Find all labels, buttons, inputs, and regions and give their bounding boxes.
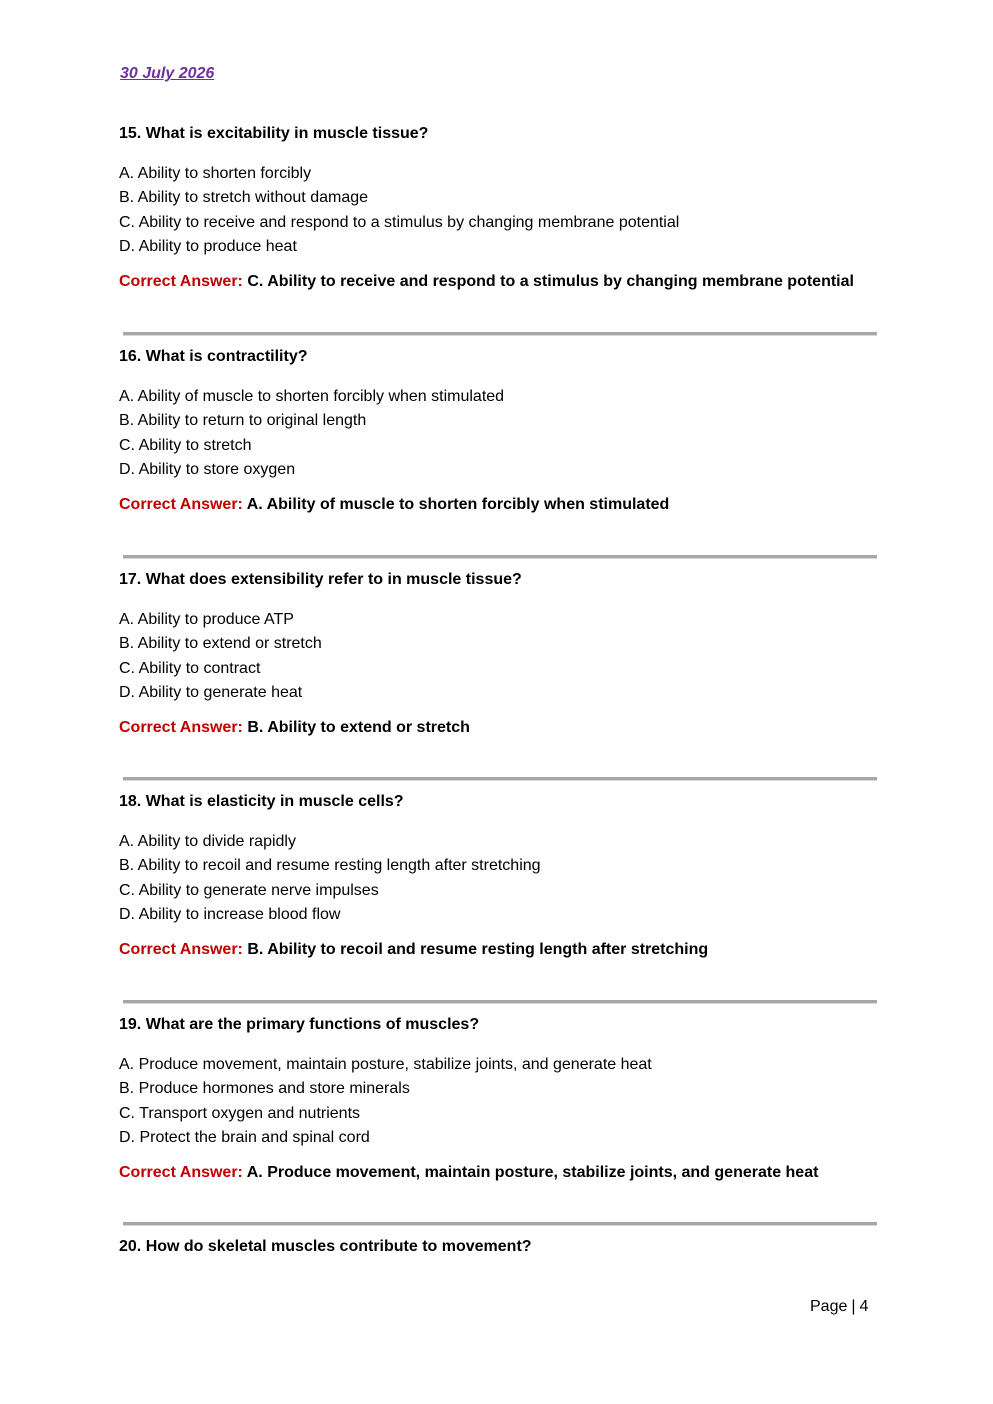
correct-answer-label: Correct Answer:	[119, 1163, 243, 1181]
correct-answer-label: Correct Answer:	[119, 718, 243, 736]
options-list	[119, 608, 879, 706]
option-c: C. Ability to generate nerve impulses	[119, 881, 379, 899]
option-a: A. Produce movement, maintain posture, stabilize joints, and generate heat	[119, 1056, 652, 1073]
question-title: 19. What are the primary functions of muscles?	[119, 1016, 480, 1033]
question-title: 17. What does extensibility refer to in muscle tissue?	[119, 571, 522, 588]
option-d: D. Ability to generate heat	[119, 684, 303, 702]
page-number: 4	[859, 1298, 869, 1315]
option-c: C. Ability to receive and respond to a stimulus by changing membrane potential	[119, 213, 680, 231]
option-d: D. Ability to store oxygen	[119, 461, 296, 479]
question-title: 20. How do skeletal muscles contribute to movement?	[119, 1238, 532, 1255]
option-b: B. Ability to stretch without damage	[119, 189, 369, 207]
options-list	[119, 385, 879, 483]
question-block	[119, 792, 879, 960]
correct-answer-label: Correct Answer:	[119, 940, 243, 958]
correct-answer-text: B. Ability to extend or stretch	[247, 718, 470, 736]
section-divider	[123, 1000, 877, 1004]
question-title: 15. What is excitability in muscle tissue?	[119, 125, 429, 142]
correct-answer-text: A. Ability of muscle to shorten forcibly when stimulated	[246, 495, 670, 513]
page-footer	[810, 1297, 868, 1317]
option-d: D. Protect the brain and spinal cord	[119, 1129, 370, 1147]
correct-answer	[119, 940, 879, 960]
correct-answer-text: C. Ability to receive and respond to a stimulus by changing membrane potential	[247, 272, 854, 290]
option-c: C. Ability to contract	[119, 659, 261, 677]
page-label: Page	[810, 1298, 848, 1315]
option-d: D. Ability to produce heat	[119, 238, 297, 256]
correct-answer	[119, 1163, 879, 1183]
option-b: B. Ability to extend or stretch	[119, 635, 322, 653]
question-block	[119, 1015, 879, 1183]
correct-answer-text: A. Produce movement, maintain posture, stabilize joints, and generate heat	[246, 1163, 819, 1181]
section-divider	[123, 1222, 877, 1226]
question-block	[119, 347, 879, 515]
section-divider	[123, 555, 877, 559]
correct-answer	[119, 272, 879, 292]
option-c: C. Transport oxygen and nutrients	[119, 1104, 361, 1122]
option-b: B. Produce hormones and store minerals	[119, 1080, 410, 1098]
option-b: B. Ability to recoil and resume resting length after stretching	[119, 857, 541, 875]
correct-answer-text: B. Ability to recoil and resume resting length after stretching	[247, 940, 709, 958]
option-d: D. Ability to increase blood flow	[119, 906, 341, 924]
question-title: 18. What is elasticity in muscle cells?	[119, 793, 404, 810]
question-block	[119, 570, 879, 738]
section-divider	[123, 777, 877, 781]
section-divider	[123, 332, 877, 336]
option-c: C. Ability to stretch	[119, 436, 252, 454]
correct-answer	[119, 495, 879, 515]
question-block	[119, 124, 879, 292]
options-list	[119, 830, 879, 928]
page-separator: |	[851, 1298, 856, 1315]
correct-answer-label: Correct Answer:	[119, 272, 243, 290]
options-list	[119, 1053, 879, 1151]
correct-answer-label: Correct Answer:	[119, 495, 243, 513]
option-a: A. Ability of muscle to shorten forcibly when stimulated	[119, 388, 505, 405]
option-a: A. Ability to shorten forcibly	[119, 165, 312, 182]
option-a: A. Ability to divide rapidly	[119, 833, 296, 850]
options-list	[119, 162, 879, 260]
option-b: B. Ability to return to original length	[119, 412, 367, 430]
document-date: 30 July 2026	[120, 65, 215, 82]
question-title: 16. What is contractility?	[119, 348, 308, 365]
option-a: A. Ability to produce ATP	[119, 611, 294, 628]
correct-answer	[119, 718, 879, 738]
